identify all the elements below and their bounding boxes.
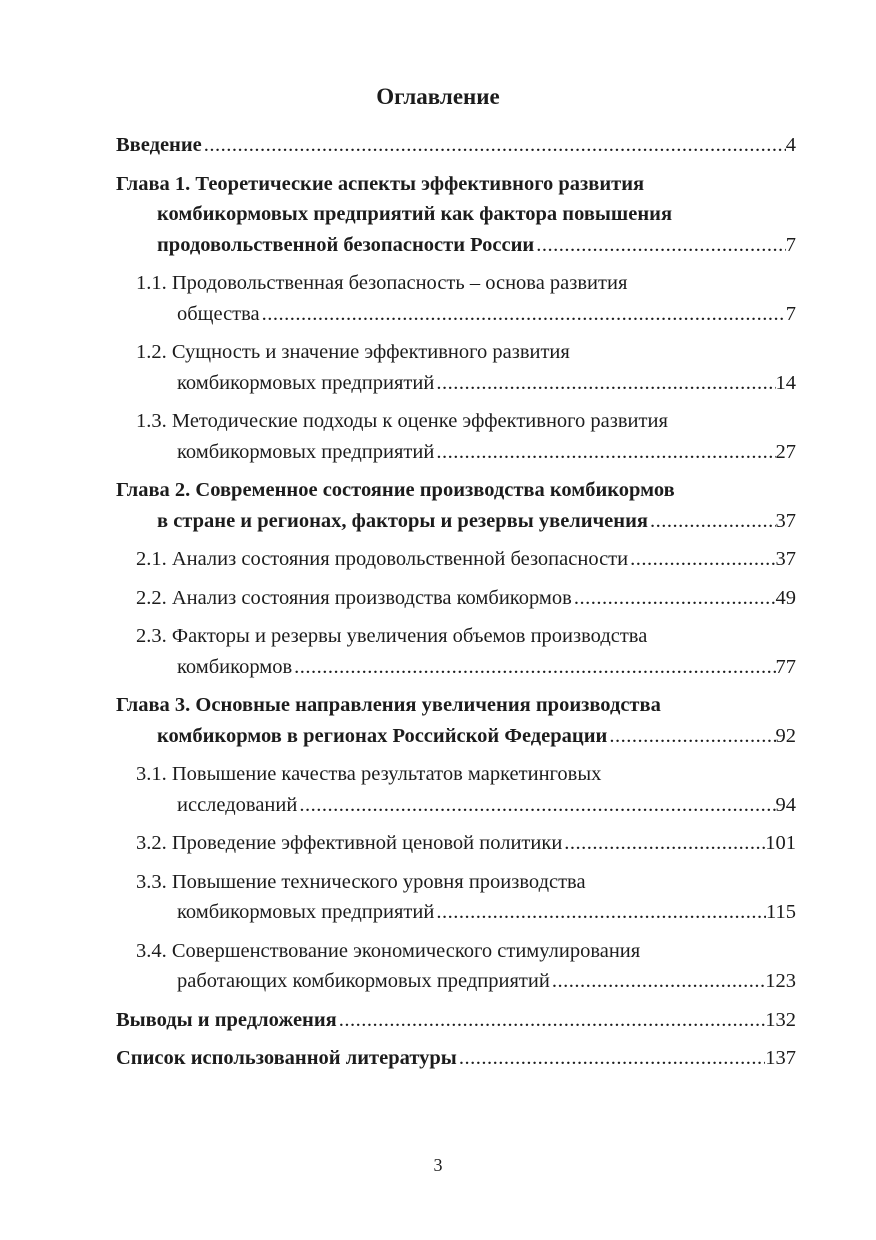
dot-leader xyxy=(648,506,776,537)
dot-leader xyxy=(434,437,775,468)
dot-leader xyxy=(337,1005,765,1036)
toc-entry-text: работающих комбикормовых предприятий xyxy=(177,970,550,992)
toc-entry-line: 3.4. Совершенствование экономического стимулирования xyxy=(136,939,641,962)
toc-section-entry[interactable] xyxy=(116,544,796,575)
toc-entry-last-line xyxy=(116,230,796,261)
toc-page-number: 7 xyxy=(785,302,796,325)
toc-entry-last-line xyxy=(136,828,796,859)
page-number: 3 xyxy=(433,1155,443,1175)
toc-page-number: 77 xyxy=(775,655,796,678)
toc-chapter-entry[interactable] xyxy=(116,1005,796,1036)
toc-entry-text: в стране и регионах, факторы и резервы увеличения xyxy=(157,509,648,532)
toc-entry-text: комбикормовых предприятий xyxy=(177,901,435,923)
toc-section-entry[interactable] xyxy=(116,583,796,614)
toc-page-number: 94 xyxy=(775,793,796,816)
toc-entry-text: Список использованной литературы xyxy=(116,1047,457,1069)
toc-section-entry[interactable] xyxy=(116,406,796,467)
toc-entry-last-line xyxy=(136,583,796,614)
toc-chapter-entry[interactable] xyxy=(116,1043,796,1074)
toc-entry-text: 2.2. Анализ состояния производства комбикормов xyxy=(136,586,572,609)
toc-page-number: 49 xyxy=(775,586,796,609)
toc-entry-line: 3.1. Повышение качества результатов маркетинговых xyxy=(136,763,602,785)
toc-page-number: 4 xyxy=(785,134,796,156)
dot-leader xyxy=(607,721,775,752)
toc-entry-last-line xyxy=(116,1005,796,1036)
toc-entry-last-line xyxy=(116,506,796,537)
toc-page-number: 92 xyxy=(775,724,796,747)
toc-page-number: 132 xyxy=(765,1008,796,1031)
toc-entry-line: 3.3. Повышение технического уровня производства xyxy=(136,870,586,893)
dot-leader xyxy=(562,828,765,859)
toc-chapter-entry[interactable] xyxy=(116,690,796,751)
toc-entry-last-line xyxy=(116,130,796,161)
toc-entry-last-line xyxy=(136,437,796,468)
toc-chapter-entry[interactable] xyxy=(116,475,796,536)
toc-page-number: 14 xyxy=(775,371,796,394)
toc-entry-line: 1.3. Методические подходы к оценке эффективного развития xyxy=(136,410,668,432)
toc-section-entry[interactable] xyxy=(116,828,796,859)
toc-entry-text: 3.2. Проведение эффективной ценовой политики xyxy=(136,832,563,854)
toc-entry-line: 1.1. Продовольственная безопасность – основа развития xyxy=(136,272,628,294)
toc-page-number: 123 xyxy=(765,970,796,992)
toc-entry-line: Глава 2. Современное состояние производства комбикормов xyxy=(116,479,675,501)
toc-page-number: 37 xyxy=(775,509,796,532)
toc-section-entry[interactable] xyxy=(116,867,796,928)
dot-leader xyxy=(434,368,775,399)
toc-entry-text: общества xyxy=(177,302,260,325)
dot-leader xyxy=(572,583,776,614)
toc-entry-text: продовольственной безопасности России xyxy=(157,233,535,256)
toc-entry-text: 2.1. Анализ состояния продовольственной безопасности xyxy=(136,548,629,570)
dot-leader xyxy=(292,652,775,683)
toc-entry-text: комбикормовых предприятий xyxy=(177,371,435,394)
toc-entry-text: комбикормов xyxy=(177,655,293,678)
toc-entry-last-line xyxy=(136,966,796,997)
toc-page-number: 137 xyxy=(765,1047,796,1069)
toc-entry-text: Выводы и предложения xyxy=(116,1008,337,1031)
toc-entry-line: 2.3. Факторы и резервы увеличения объемов производства xyxy=(136,625,648,647)
toc-entry-last-line xyxy=(136,544,796,575)
toc-page-number: 115 xyxy=(766,901,796,923)
toc-entry-text: Введение xyxy=(116,134,202,156)
toc-section-entry[interactable] xyxy=(116,621,796,682)
toc-entry-line: 1.2. Сущность и значение эффективного развития xyxy=(136,341,570,363)
toc-section-entry[interactable] xyxy=(116,337,796,398)
toc-entry-last-line xyxy=(136,790,796,821)
toc-chapter-entry[interactable] xyxy=(116,169,796,261)
toc-entry-line: комбикормовых предприятий как фактора повышения xyxy=(157,203,673,225)
toc-entry-last-line xyxy=(136,652,796,683)
dot-leader xyxy=(534,230,786,261)
toc-entry-line: Глава 3. Основные направления увеличения производства xyxy=(116,694,661,716)
toc-entry-last-line xyxy=(136,897,796,928)
toc-section-entry[interactable] xyxy=(116,759,796,820)
toc-entry-text: исследований xyxy=(177,793,298,816)
toc-page-number: 101 xyxy=(765,832,796,854)
dot-leader xyxy=(297,790,775,821)
toc-entry-text: комбикормов в регионах Российской Федерации xyxy=(157,724,608,747)
toc-page-number: 37 xyxy=(775,548,796,570)
toc-entry-last-line xyxy=(136,368,796,399)
dot-leader xyxy=(457,1043,765,1074)
toc-page-number: 27 xyxy=(775,440,796,463)
dot-leader xyxy=(434,897,766,928)
toc-page-number: 7 xyxy=(785,233,796,256)
toc-entry-last-line xyxy=(116,1043,796,1074)
toc-entry-text: комбикормовых предприятий xyxy=(177,440,435,463)
toc-entry-last-line xyxy=(116,721,796,752)
page-title: Оглавление xyxy=(376,84,500,109)
toc-entry-line: Глава 1. Теоретические аспекты эффективного развития xyxy=(116,172,645,195)
table-of-contents xyxy=(116,130,796,1074)
toc-chapter-entry[interactable] xyxy=(116,130,796,161)
toc-entry-last-line xyxy=(136,299,796,330)
toc-section-entry[interactable] xyxy=(116,936,796,997)
toc-section-entry[interactable] xyxy=(116,268,796,329)
dot-leader xyxy=(550,966,765,997)
dot-leader xyxy=(628,544,775,575)
dot-leader xyxy=(202,130,786,161)
dot-leader xyxy=(260,299,786,330)
